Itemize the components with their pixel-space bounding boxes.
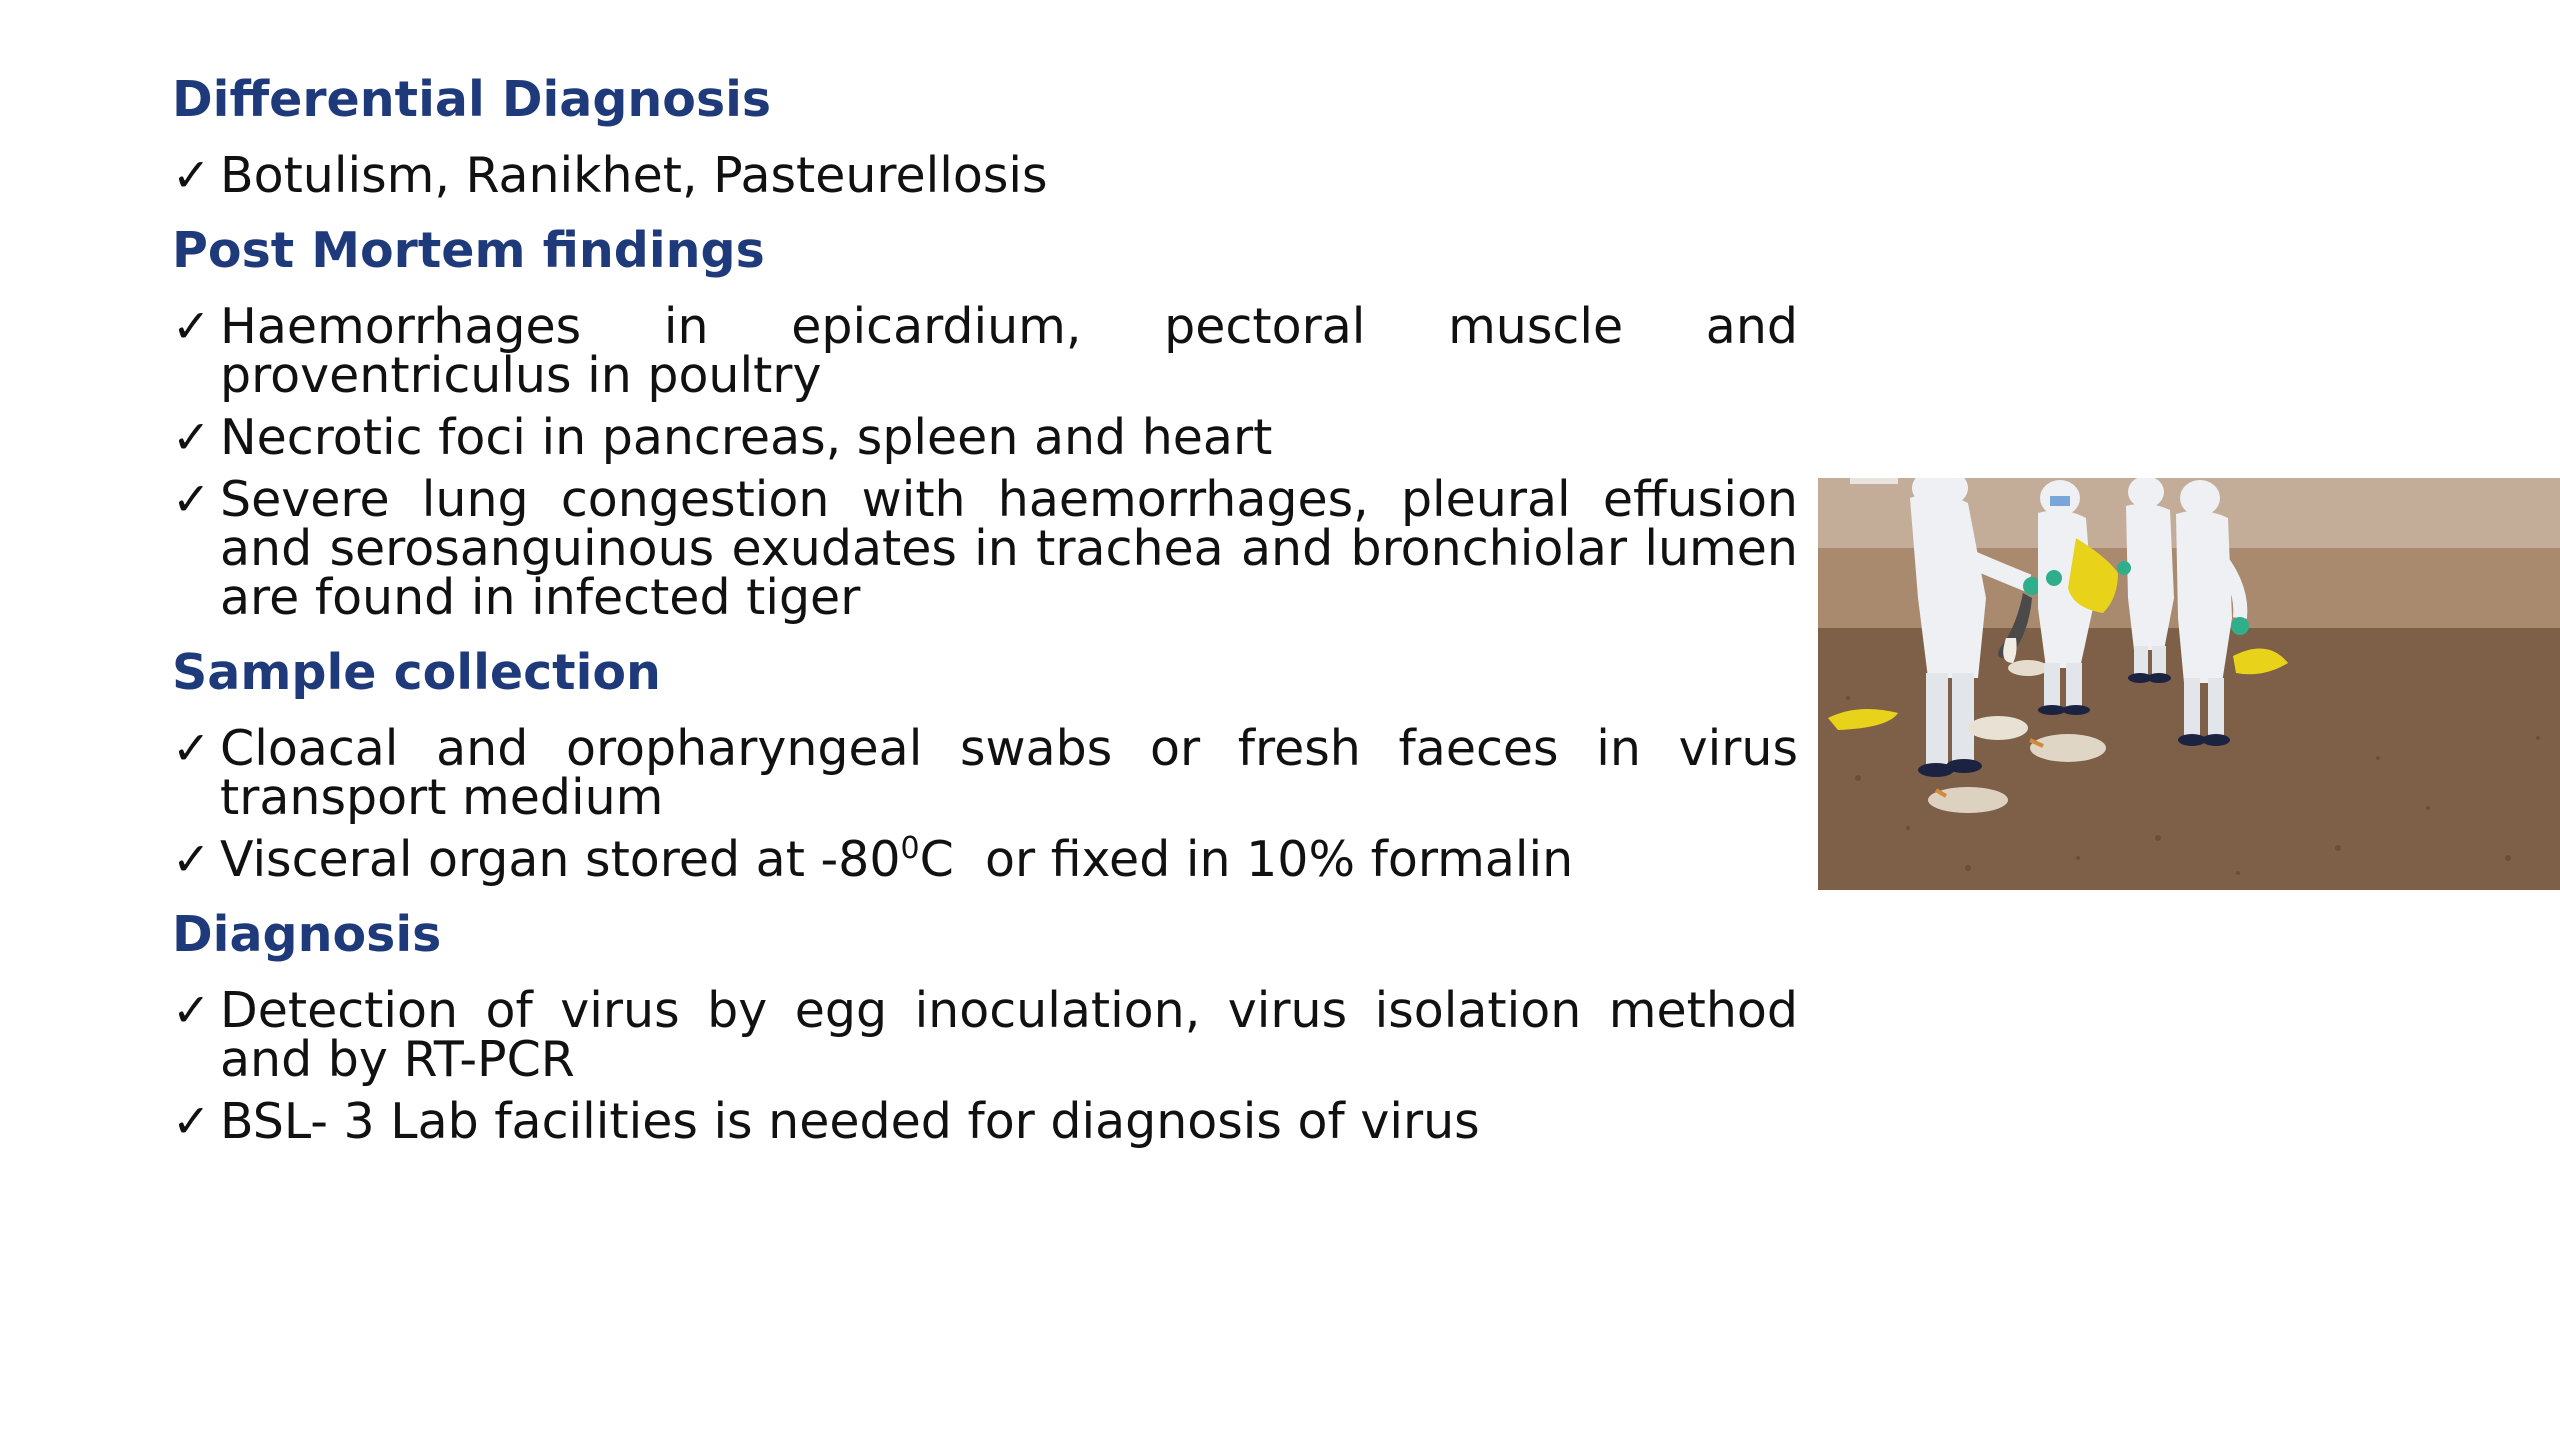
bullet-differential-1 (172, 147, 1798, 204)
bullet-text-before: Visceral organ stored at -80 (220, 831, 901, 888)
heading-post-mortem: Post Mortem findings (172, 222, 765, 279)
bullet-post-mortem-3 (172, 471, 1798, 626)
bullet-text: Severe lung congestion with haemorrhages, pleural effusion and serosanguinous exudates in trachea and bronchiolar lumen are found in infected tiger (220, 471, 1798, 626)
bullet-text-after: C or fixed in 10% formalin (919, 831, 1574, 888)
checkmark-icon: ✓ (172, 1094, 211, 1148)
checkmark-icon: ✓ (172, 832, 211, 886)
checkmark-icon: ✓ (172, 299, 211, 353)
bullet-text: Botulism, Ranikhet, Pasteurellosis (220, 147, 1048, 204)
bullet-diagnosis-1 (172, 982, 1798, 1088)
bullet-text: BSL- 3 Lab facilities is needed for diagnosis of virus (220, 1093, 1480, 1150)
heading-sample-collection: Sample collection (172, 644, 661, 701)
bullet-post-mortem-2 (172, 409, 1798, 466)
bullet-sample-1 (172, 720, 1798, 826)
bullet-sample-2 (172, 831, 1798, 888)
checkmark-icon: ✓ (172, 721, 211, 775)
checkmark-icon: ✓ (172, 410, 211, 464)
field-workers-collecting-dead-birds-photo (1818, 478, 2560, 890)
bullet-diagnosis-2 (172, 1093, 1798, 1150)
checkmark-icon: ✓ (172, 148, 211, 202)
bullet-text: Necrotic foci in pancreas, spleen and heart (220, 409, 1273, 466)
heading-diagnosis: Diagnosis (172, 906, 442, 963)
bullet-text: Haemorrhages in epicardium, pectoral muscle and proventriculus in poultry (220, 298, 1798, 404)
bullet-post-mortem-1 (172, 298, 1798, 404)
bullet-text: Cloacal and oropharyngeal swabs or fresh faeces in virus transport medium (220, 720, 1798, 826)
checkmark-icon: ✓ (172, 472, 211, 526)
slide-content (172, 62, 1798, 1159)
checkmark-icon: ✓ (172, 983, 211, 1037)
heading-differential-diagnosis: Differential Diagnosis (172, 71, 772, 128)
superscript-degree: 0 (900, 831, 920, 866)
bullet-text: Detection of virus by egg inoculation, virus isolation method and by RT-PCR (220, 982, 1798, 1088)
